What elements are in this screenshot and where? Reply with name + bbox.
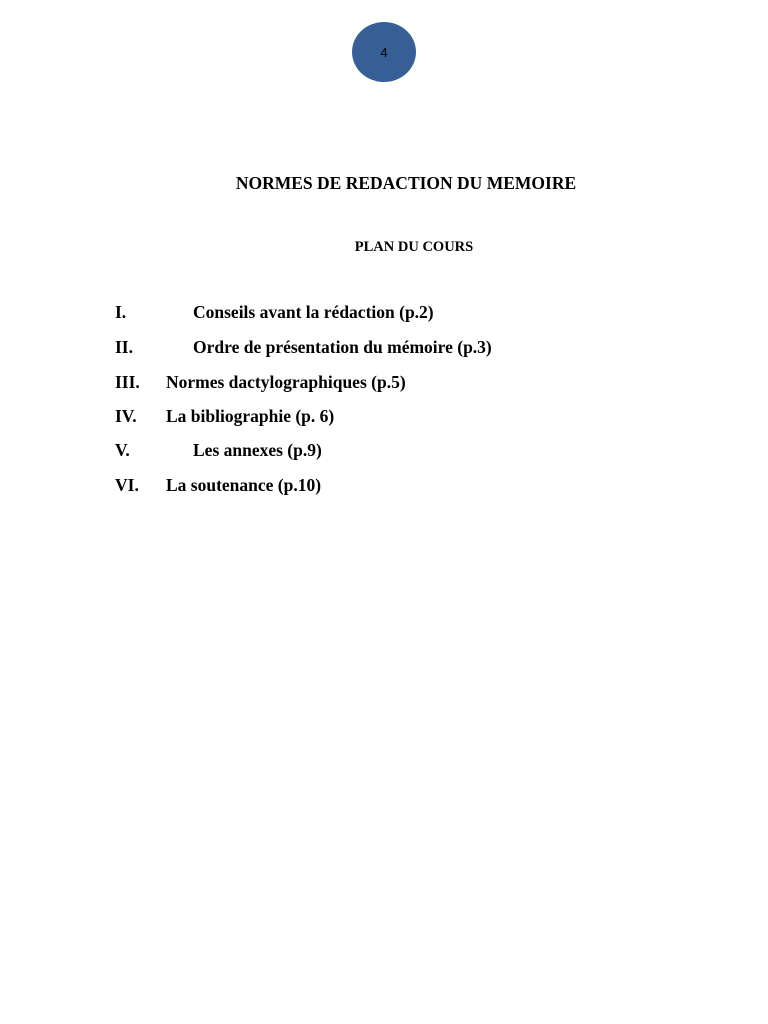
toc-item xyxy=(0,302,768,326)
toc-item xyxy=(0,475,768,499)
toc-item-text: La soutenance (p.10) xyxy=(166,475,322,495)
toc-item-numeral: VI. xyxy=(115,475,139,495)
toc-item-numeral: II. xyxy=(115,337,133,357)
toc-item xyxy=(0,440,768,464)
toc-item-numeral: III. xyxy=(115,372,140,392)
toc-item xyxy=(0,337,768,361)
course-plan-heading: PLAN DU COURS xyxy=(354,239,474,255)
toc-item-text: La bibliographie (p. 6) xyxy=(166,406,335,426)
toc-item xyxy=(0,372,768,396)
toc-item xyxy=(0,406,768,430)
toc-item-text: Normes dactylographiques (p.5) xyxy=(166,372,406,392)
toc-item-numeral: IV. xyxy=(115,406,137,426)
toc-item-numeral: I. xyxy=(115,302,127,322)
toc-item-numeral: V. xyxy=(115,440,130,460)
page-number: 4 xyxy=(380,44,388,60)
toc-item-text: Ordre de présentation du mémoire (p.3) xyxy=(193,337,492,357)
toc-item-text: Les annexes (p.9) xyxy=(193,440,322,460)
toc-item-text: Conseils avant la rédaction (p.2) xyxy=(193,302,434,322)
document-title: NORMES DE REDACTION DU MEMOIRE xyxy=(235,173,577,193)
